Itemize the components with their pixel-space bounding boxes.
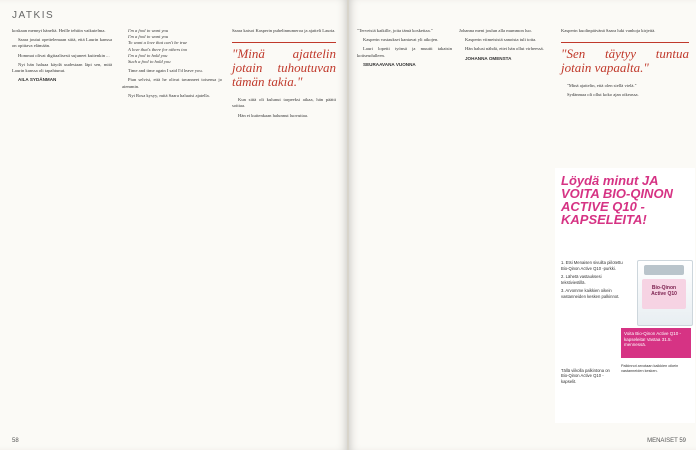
page-number: MENAISET 59: [647, 438, 686, 444]
right-column-2: [459, 28, 554, 65]
ad-offer-badge: Voita Bio-Qinon Active Q10 -kapseleita! Vastaa 31.5. mennessä.: [621, 328, 691, 358]
paragraph: Pian selvisi, että he olivat tavanneet toisensa jo aiemmin.: [122, 77, 222, 89]
ad-headline: Löydä minut JA VOITA BIO-QINON ACTIVE Q10 -KAPSELEITA!: [561, 173, 673, 227]
paragraph: Nyt hän haluaa käydä uudestaan läpi sen, mitä Laurin kanssa oli tapahtunut.: [12, 61, 112, 74]
paragraph: Kasperin kuolinpäivänä Saara luki vanhoja kirjeitä.: [561, 28, 656, 33]
list-item: 1. Etsi Menaisen sivuilta piilotettu Bio-Qinon Active Q10 -purkki.: [561, 260, 623, 271]
list-item: 2. Lähetä vastauksesi tekstiviestillä.: [561, 274, 602, 285]
section-label: JATKIS: [12, 10, 55, 21]
paragraph: Lauri lopetti työnsä ja muutti takaisin kotiseudulleen.: [357, 46, 452, 58]
paragraph: Saara joutui opettelemaan siitä, että Laurin kanssa on opittava elämään.: [12, 37, 112, 49]
paragraph: [459, 56, 554, 62]
paragraph: Time and time again I said I'd leave you.: [128, 68, 203, 74]
paragraph: Sydänmaa oli ollut koko ajan oikeassa.: [567, 92, 639, 98]
paragraph: Hän ei kuitenkaan halunnut luovuttaa.: [238, 112, 309, 118]
bold-lead: JOHANNA OMENSTA: [465, 55, 512, 61]
left-column-2: [122, 28, 222, 102]
product-brand: Bio-Qinon Active Q10: [651, 285, 677, 297]
paragraph: [357, 62, 452, 68]
paragraph: Kun siitä oli kulunut tarpeeksi aikaa, hän päätti soittaa.: [232, 97, 336, 109]
pull-quote: "Minä ajattelin jotain tuhoutuvan tämän takia.": [232, 42, 336, 89]
list-item: 3. Arvomme kaikkien oikein vastanneiden kesken palkinnot.: [561, 288, 620, 299]
paragraph: Hommat olivat digitaalisesti sujuneet kuitenkin ...: [18, 52, 110, 58]
ad-footnote: Palkinnot arvotaan kaikkien oikein vastanneiden kesken.: [621, 364, 679, 373]
paragraph: koskaan mennyt häneltä. Heille tehtiin vaikutelma.: [12, 28, 106, 33]
ad-instructions: [561, 260, 627, 303]
bold-lead: SEURAAVANA VUONNA: [363, 61, 416, 67]
jar-lid: [644, 265, 684, 275]
left-column-1: [12, 28, 112, 86]
paragraph: Hän halusi nähdä, ettei hän ollut virheessä.: [465, 46, 544, 52]
paragraph: Kasperin vastaukset kantavat yli aikojen.: [363, 37, 439, 43]
pull-quote: "Sen täytyy tuntua jotain vapaalta.": [561, 42, 689, 75]
paragraph: Kasperin viimeisistä sanoista tuli totta.: [465, 37, 537, 43]
right-column-3: [561, 28, 689, 102]
product-jar-image: [637, 260, 693, 326]
left-page: [0, 0, 347, 450]
ad-promo-text: Tällä viikolla palkintona on Bio-Qinon Active Q10 -kapselit.: [561, 368, 610, 384]
left-column-3: [232, 28, 336, 122]
bold-lead: AILA SYDÄNMAN: [18, 77, 57, 83]
page-number: 58: [12, 438, 19, 444]
advertisement-box: [555, 168, 695, 423]
paragraph: Saara katsoi Kasperin puhelinnumeroa ja ajatteli Lauria.: [232, 28, 336, 33]
paragraph: Johanna meni joulun alla mummon luo.: [459, 28, 532, 33]
right-column-1: [357, 28, 452, 71]
paragraph: [12, 77, 112, 83]
song-lyrics: I'm a fool to want you I'm a fool to want you To want a love that can't be true A love that's there for others too I'm a fool to hold you Such a fool to hold you: [128, 28, 188, 65]
paragraph: "Minä ajattelin, että olen siellä vielä.": [567, 83, 637, 89]
paragraph: "Terveisiä kaikille, joita tämä koskettaa.": [357, 28, 433, 33]
paragraph: Nyt Rosa kysyy, mitä Saara haluaisi ajatella.: [128, 92, 210, 98]
